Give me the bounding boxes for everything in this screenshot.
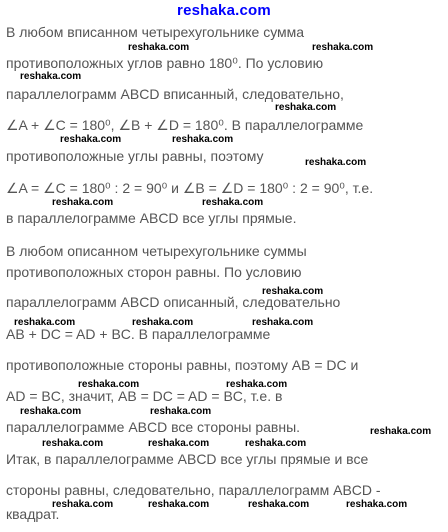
watermark: reshaka.com	[20, 406, 82, 417]
text-line: Итак, в параллелограмме ABCD все углы прямые и все	[6, 451, 369, 467]
text-line: AD = BC, значит, AB = DC = AD = BC, т.е. в	[6, 388, 283, 404]
watermark: reshaka.com	[132, 317, 194, 328]
watermark: reshaka.com	[78, 379, 140, 390]
text-line: ∠A = ∠C = 180⁰ : 2 = 90⁰ и ∠B = ∠D = 180⁰ : 2 = 90⁰, т.е.	[6, 180, 374, 196]
text-line: квадрат.	[6, 506, 60, 522]
watermark: reshaka.com	[248, 499, 310, 510]
text-line: параллелограмм ABCD описанный, следовательно	[6, 294, 341, 310]
watermark: reshaka.com	[370, 426, 432, 437]
text-line: противоположные стороны равны, поэтому AB = DC и	[6, 357, 359, 373]
text-line: параллелограмме ABCD все стороны равны.	[6, 419, 301, 435]
watermark: reshaka.com	[202, 197, 264, 208]
text-line: противоположных углов равно 180⁰. По условию	[6, 55, 324, 71]
watermark: reshaka.com	[305, 157, 367, 168]
watermark: reshaka.com	[150, 406, 212, 417]
site-logo[interactable]: reshaka.com	[177, 2, 271, 19]
watermark: reshaka.com	[262, 286, 324, 297]
text-line: В любом вписанном четырехугольнике сумма	[6, 24, 305, 40]
text-line: ∠A + ∠C = 180⁰, ∠B + ∠D = 180⁰. В параллелограмме	[6, 117, 364, 133]
watermark: reshaka.com	[60, 134, 122, 145]
watermark: reshaka.com	[245, 438, 307, 449]
text-line: В любом описанном четырехугольнике суммы	[6, 243, 307, 259]
text-line: AB + DC = AD + BC. В параллелограмме	[6, 326, 271, 342]
watermark: reshaka.com	[312, 42, 374, 53]
text-line: противоположные углы равны, поэтому	[6, 148, 264, 164]
watermark: reshaka.com	[20, 71, 82, 82]
watermark: reshaka.com	[252, 317, 314, 328]
watermark: reshaka.com	[346, 499, 408, 510]
watermark: reshaka.com	[52, 197, 114, 208]
watermark: reshaka.com	[172, 134, 234, 145]
text-line: противоположных сторон равны. По условию	[6, 264, 302, 280]
watermark: reshaka.com	[42, 438, 104, 449]
text-line: стороны равны, следовательно, параллелограмм ABCD -	[6, 482, 381, 498]
watermark: reshaka.com	[226, 379, 288, 390]
text-line: параллелограмм ABCD вписанный, следовательно,	[6, 86, 344, 102]
text-line: в параллелограмме ABCD все углы прямые.	[6, 210, 297, 226]
watermark: reshaka.com	[52, 499, 114, 510]
watermark: reshaka.com	[148, 499, 210, 510]
watermark: reshaka.com	[14, 317, 76, 328]
watermark: reshaka.com	[128, 42, 190, 53]
watermark: reshaka.com	[148, 438, 210, 449]
watermark: reshaka.com	[275, 102, 337, 113]
